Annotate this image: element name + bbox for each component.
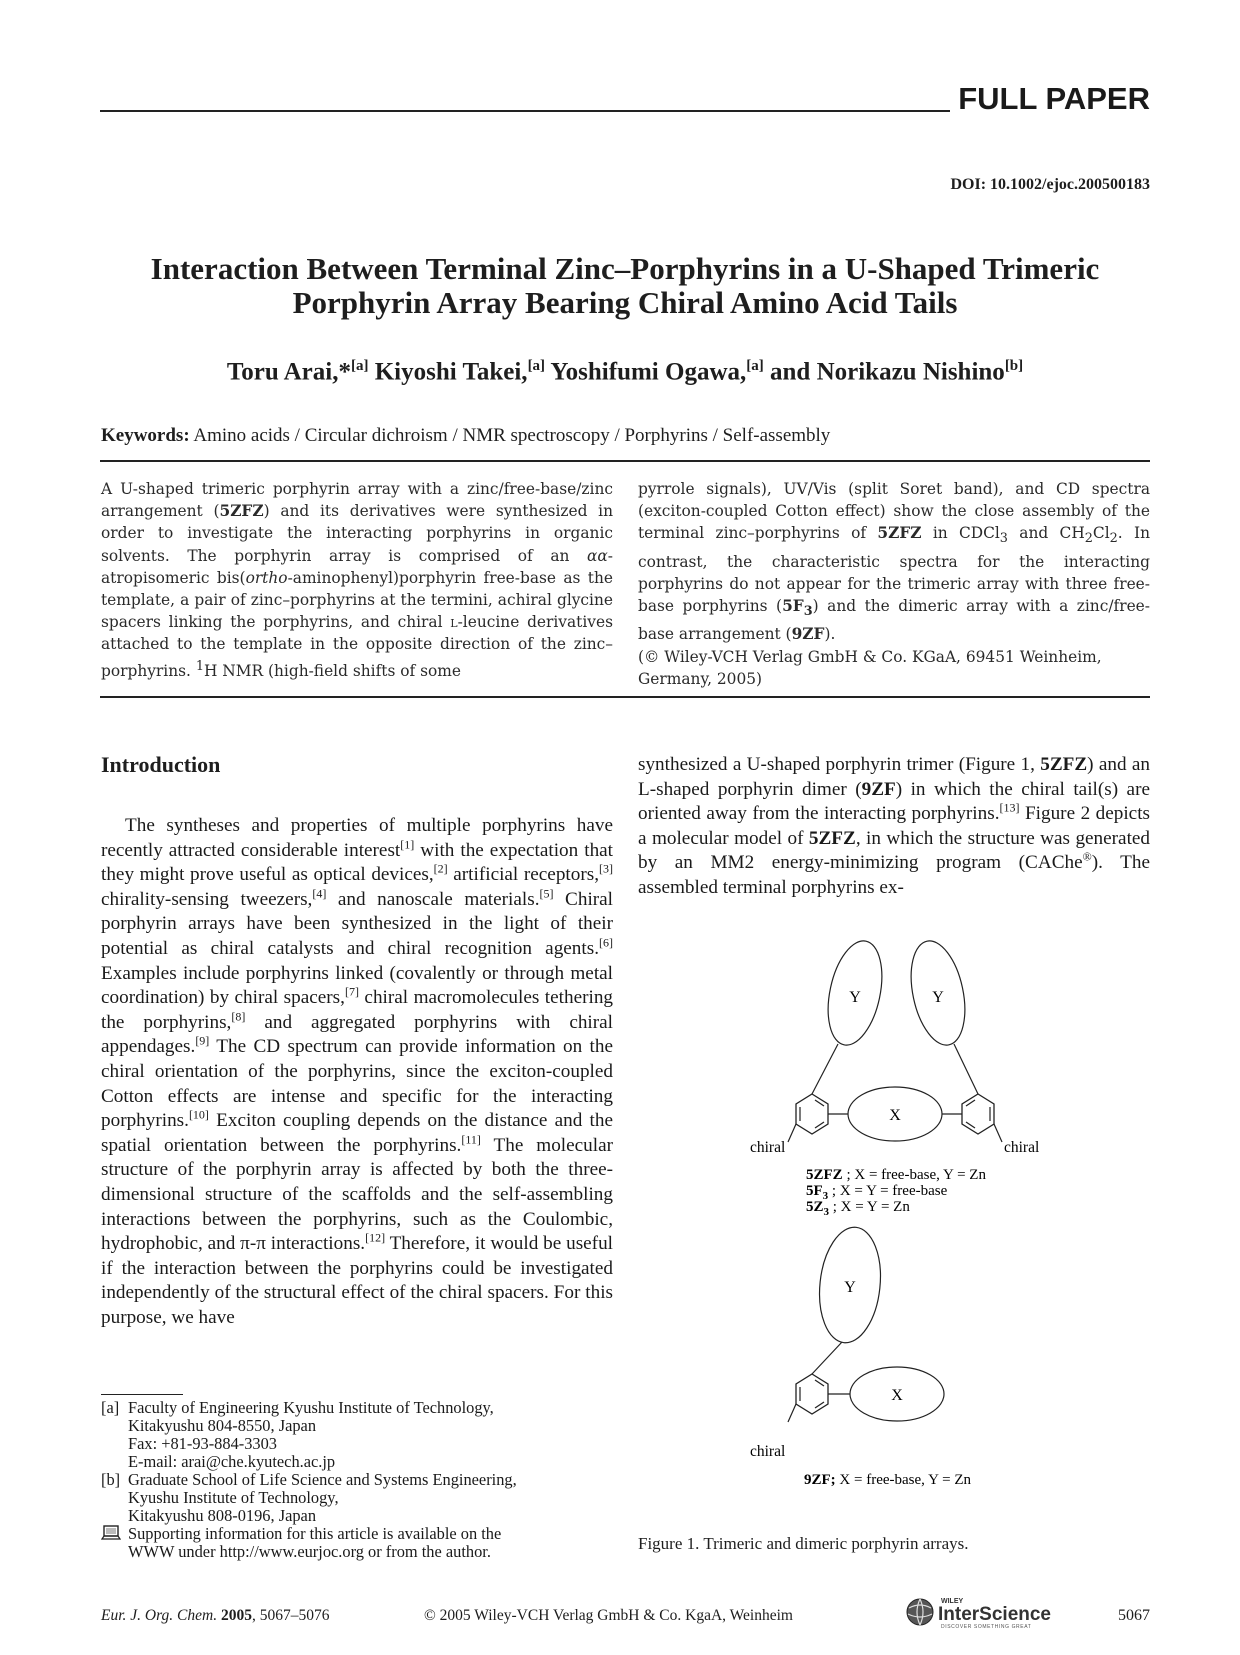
legend-subscript: 3	[822, 1190, 829, 1202]
trimer-left-chiral-bond	[788, 1124, 796, 1142]
author-affiliation: [a]	[350, 358, 369, 374]
section-heading: Introduction	[101, 752, 221, 777]
author-name: Toru Arai,*	[226, 358, 351, 386]
footnote-rule	[101, 1394, 183, 1395]
footnote-mark: [b]	[101, 1470, 121, 1489]
logo-wiley: WILEY	[941, 1598, 964, 1605]
dimer-y-label: Y	[844, 1279, 856, 1296]
title-line-2: Porphyrin Array Bearing Chiral Amino Acid Tails	[292, 285, 958, 320]
title-line-1: Interaction Between Terminal Zinc–Porphyrins in a U-Shaped Trimeric	[150, 251, 1100, 286]
footnote-mark: [a]	[101, 1398, 120, 1417]
dimer-diagram	[750, 1224, 972, 1488]
footnote-line: Graduate School of Life Science and Systems Engineering,	[128, 1470, 517, 1489]
legend-row	[806, 1167, 986, 1183]
legend-compound: 5F	[806, 1183, 823, 1199]
logo-wordmark: InterScience	[938, 1604, 1051, 1625]
footnote-text	[128, 1399, 613, 1471]
footnote-line: Kitakyushu 804-8550, Japan	[128, 1416, 317, 1435]
keywords-label: Keywords:	[101, 425, 190, 446]
footnote-line: Fax: +81-93-884-3303	[128, 1434, 278, 1453]
logo-tagline: DISCOVER SOMETHING GREAT	[941, 1624, 1032, 1630]
author-list	[100, 358, 1150, 386]
journal-year: 2005	[220, 1607, 252, 1624]
trimer-legend	[806, 1167, 986, 1218]
logo-globe-icon	[907, 1599, 933, 1625]
footnote-email[interactable]: E-mail: arai@che.kyutech.ac.jp	[128, 1452, 336, 1471]
journal-pages: , 5067–5076	[251, 1607, 330, 1624]
footnote	[101, 1525, 613, 1561]
dimer-chiral-bond	[788, 1404, 796, 1422]
trimer-right-benzene	[962, 1094, 994, 1134]
legend-description: ; X = Y = free-base	[828, 1183, 948, 1199]
trimer-chiral-right-label: chiral	[1004, 1139, 1040, 1156]
footnote-line: Kyushu Institute of Technology,	[128, 1488, 339, 1507]
figure-caption: Figure 1. Trimeric and dimeric porphyrin arrays.	[638, 1534, 969, 1553]
keywords	[101, 425, 1151, 447]
footnote-link[interactable]: WWW under http://www.eurjoc.org or from the author.	[128, 1542, 491, 1561]
author-name: Yoshifumi Ogawa,	[550, 358, 747, 386]
intro-left-column: The syntheses and properties of multiple porphyrins have recently attracted considerable interest[1] with the expectation that they might prove useful as optical devices,[2] artificial receptors,[3] chirality-sensing tweezers,[4] and nanoscale materials.[5] Chiral porphyrin arrays have been synthesized in the light of their potential as chiral catalysts and chiral recognition agents.[6] Examples include porphyrins linked (covalently or through metal coordination) by chiral spacers,[7] chiral macromolecules tethering the porphyrins,[8] and aggregated porphyrins with chiral appendages.[9] The CD spectrum can provide information on the chiral orientation of the porphyrins, since the exciton-coupled Cotton effects are intense and specific for the interacting porphyrins.[10] Exciton coupling depends on the distance and the spatial orientation between the porphyrins.[11] The molecular structure of the porphyrin array is affected by both the three-dimensional structure of the scaffolds and the self-assembling interactions between the porphyrins, such as the Coulombic, hydrophobic, and π-π interactions.[12] Therefore, it would be useful if the interaction between the porphyrins could be investigated independently of the structural effect of the chiral spacers. For this purpose, we have	[101, 815, 614, 1328]
legend-compound: 5ZFZ	[806, 1167, 843, 1183]
legend-compound: 9ZF;	[804, 1472, 836, 1488]
abstract-text: pyrrole signals), UV/Vis (split Soret band), and CD spectra (exciton-coupled Cotton effect) show the close assembly of the terminal zinc–porphyrins of 5ZFZ in CDCl$_3$ and $CH_2Cl_2$. In contrast, the characteristic spectra for the interacting porphyrins do not appear for the trimeric array with three free-base porphyrins $(5F_3)$ and the dimeric array with a zinc/free-base arrangement (9ZF).	[638, 480, 1150, 644]
author-name: Norikazu Nishino	[816, 358, 1005, 386]
legend-subscript: 3	[823, 1206, 830, 1218]
footnote	[101, 1399, 613, 1471]
dimer-x-label: X	[891, 1387, 903, 1404]
footnote	[101, 1471, 613, 1525]
abstract-copyright-line-1: (© Wiley-VCH Verlag GmbH & Co. KGaA, 69451 Weinheim,	[638, 647, 1102, 666]
interscience-logo[interactable]	[905, 1594, 1065, 1630]
footer-copyright: © 2005 Wiley-VCH Verlag GmbH & Co. KgaA, Weinheim	[424, 1607, 793, 1624]
journal-name: Eur. J. Org. Chem.	[101, 1607, 218, 1624]
trimer-x-label: X	[889, 1107, 901, 1124]
legend-row	[806, 1199, 910, 1218]
dimer-benzene	[796, 1374, 828, 1414]
author-affiliation: [b]	[1004, 358, 1024, 374]
dimer-chiral-label: chiral	[750, 1443, 786, 1460]
porphyrin-array-figure	[740, 930, 1080, 1490]
footnote-line: Kitakyushu 808-0196, Japan	[128, 1506, 317, 1525]
footnote-line: Faculty of Engineering Kyushu Institute of Technology,	[128, 1398, 494, 1417]
header-rule	[100, 110, 950, 112]
trimer-y-right-label: Y	[932, 989, 944, 1006]
trimer-diagram	[750, 936, 1039, 1218]
author-affiliation: [a]	[746, 358, 764, 374]
footnotes	[101, 1399, 613, 1561]
doi[interactable]: DOI: 10.1002/ejoc.200500183	[950, 176, 1150, 193]
abstract-top-rule	[100, 460, 1150, 462]
footnote-text	[128, 1525, 613, 1561]
trimer-y-left-label: Y	[849, 989, 861, 1006]
section-label: FULL PAPER	[958, 81, 1150, 116]
intro-right-column: synthesized a U-shaped porphyrin trimer (Figure 1, 5ZFZ) and an L-shaped porphyrin dimer (9ZF) in which the chiral tail(s) are oriented away from the interacting porphyrins.[13] Figure 2 depicts a molecular model of 5ZFZ, in which the structure was generated by an MM2 energy-minimizing program (CAChe®). The assembled terminal porphyrins ex-	[638, 754, 1151, 898]
trimer-left-linker	[812, 1044, 838, 1094]
abstract-text: A U-shaped trimeric porphyrin array with a zinc/free-base/zinc arrangement (5ZFZ) and its derivatives were synthesized in order to investigate the interacting porphyrins in organic solvents. The porphyrin array is comprised of an αα-atropisomeric bis(ortho-aminophenyl)porphyrin free-base as the template, a pair of zinc–porphyrins at the termini, achiral glycine spacers linking the porphyrins, and chiral l-leucine derivatives attached to the template in the opposite direction of the zinc–porphyrins. $^1$H NMR (high-field shifts of some	[101, 480, 614, 680]
trimer-left-benzene	[796, 1094, 828, 1134]
legend-description: ; X = free-base, Y = Zn	[842, 1167, 986, 1183]
abstract-right-column	[638, 478, 1150, 690]
author-affiliation: [a]	[527, 358, 546, 374]
dimer-linker	[812, 1342, 842, 1374]
footnote-text	[128, 1471, 613, 1525]
footer-journal	[101, 1607, 329, 1625]
dimer-legend	[804, 1472, 972, 1488]
legend-description: ; X = Y = Zn	[829, 1199, 910, 1215]
abstract-left-column	[101, 478, 613, 682]
trimer-right-linker	[954, 1044, 978, 1094]
paper-title	[100, 252, 1150, 320]
page-number: 5067	[1118, 1607, 1150, 1624]
author-name: Kiyoshi Takei,	[374, 358, 528, 386]
keywords-text: Amino acids / Circular dichroism / NMR spectroscopy / Porphyrins / Self-assembly	[193, 425, 831, 446]
trimer-chiral-left-label: chiral	[750, 1139, 786, 1156]
abstract-copyright-line-2: Germany, 2005)	[638, 669, 763, 688]
legend-description: X = free-base, Y = Zn	[835, 1472, 972, 1488]
legend-compound: 5Z	[806, 1199, 824, 1215]
footnote-line: Supporting information for this article is available on the	[128, 1524, 502, 1543]
computer-icon	[101, 1525, 128, 1561]
abstract-bottom-rule	[100, 696, 1150, 698]
trimer-right-chiral-bond	[994, 1124, 1002, 1142]
author-separator: and	[763, 358, 817, 386]
